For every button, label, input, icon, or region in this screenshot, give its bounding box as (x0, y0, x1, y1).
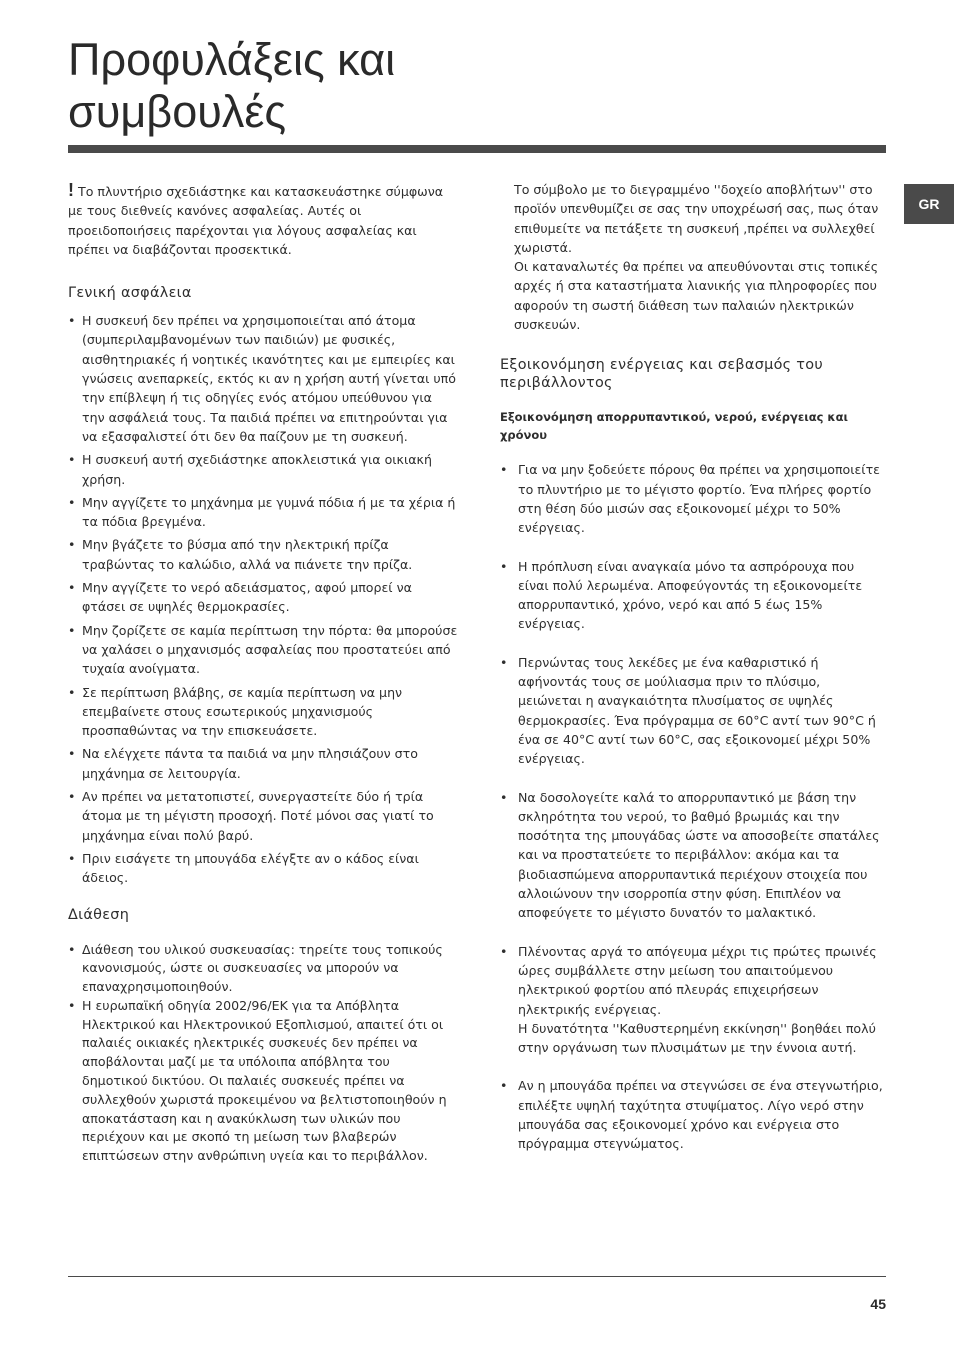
energy-subheading: Εξοικονόμηση απορρυπαντικού, νερού, ενέργειας και χρόνου (500, 410, 848, 443)
list-item: • Διάθεση του υλικού συσκευασίας: τηρείτε τους τοπικούς κανονισμούς, ώστε οι συσκευασίες να μπορούν να επαναχρησιμοποιηθούν. (68, 941, 443, 995)
list-item: • Αν πρέπει να μετατοπιστεί, συνεργαστείτε δύο ή τρία άτομα με τη μέγιστη προσοχή. Ποτέ μόνοι σας γιατί το μηχάνημα είναι πολύ βαρύ. (68, 789, 434, 843)
list-item: • Η ευρωπαϊκή οδηγία 2002/96/EK για τα Απόβλητα Ηλεκτρικού και Ηλεκτρονικού Εξοπλισμού, απαιτεί ότι οι παλαιές οικιακές ηλεκτρικές συσκευές δεν πρέπει να αποβάλονται μαζί με τα υπόλοιπα απόβλητα του δημοτικού δικτύου. Οι παλαιές συσκευές πρέπει να συλλεχθούν χωριστά προκειμένου να βελτιστοποιηθούν η αποκατάσταση και η ανακύκλωση των υλικών που περιέχουν και με σκοπό τη μείωση των βλαβερών επιπτώσεων στην ανθρώπινη υγεία και το περιβάλλον. (68, 997, 447, 1164)
general-safety-heading: Γενική ασφάλεια (68, 285, 192, 302)
language-tab-label: GR (918, 196, 940, 212)
language-tab (904, 184, 954, 224)
list-item: • Αν η μπουγάδα πρέπει να στεγνώσει σε ένα στεγνωτήριο, επιλέξτε υψηλή ταχύτητα στυψίματος. Λίγο νερό στην μπουγάδα σας εξοικονομεί χρόνο και ενέργεια στο πρόγραμμα στεγνώματος. (500, 1078, 883, 1152)
disposal-heading: Διάθεση (68, 906, 130, 923)
list-item: • Η πρόπλυση είναι αναγκαία μόνο τα ασπρόρουχα που είναι πολύ λερωμένα. Αποφεύγοντάς τη εξοικονομείτε απορρυπαντικό, χρόνο, νερό και από 5 έως 15% ενέργειας. (500, 558, 863, 632)
list-item: • Μην αγγίζετε το νερό αδειάσματος, αφού μπορεί να φτάσει σε υψηλές θερμοκρασίες. (68, 580, 412, 615)
footer-divider (68, 1276, 886, 1277)
disposal-list (68, 941, 458, 1167)
disposal-symbol-text: Το σύμβολο με το διεγραμμένο ''δοχείο αποβλήτων'' στο προϊόν υπενθυμίζει σε σας την υποχρέωσή σας, πως όταν επιθυμείτε να πετάξετε τη συσκευή ,πρέπει να συλλεχθεί χωριστά. (514, 182, 879, 255)
list-item: • Η συσκευή αυτή σχεδιάστηκε αποκλειστικά για οικιακή χρήση. (68, 452, 432, 487)
list-item: • Να ελέγχετε πάντα τα παιδιά να μην πλησιάζουν στο μηχάνημα σε λειτουργία. (68, 746, 418, 781)
intro-warning (68, 181, 458, 259)
list-item: • Μην ζορίζετε σε καμία περίπτωση την πόρτα: θα μπορούσε να χαλάσει ο μηχανισμός ασφαλείας που προστατεύει από τυχαία ανοίγματα. (68, 622, 458, 677)
delayed-start-note: Η δυνατότητα ''Καθυστερημένη εκκίνηση'' βοηθάει πολύ στην οργάνωση των πλυσιμάτων με την έννοια αυτή. (518, 1020, 876, 1056)
left-column (68, 181, 458, 1166)
right-column (500, 180, 886, 1154)
disposal-consumer-text: Οι καταναλωτές θα πρέπει να απευθύνονται στις τοπικές αρχές ή στα καταστήματα λιανικής για πληροφορίες που αφορούν τη σωστή διάθεση των παλαιών ηλεκτρικών συσκευών. (514, 259, 879, 333)
list-item: • Για να μην ξοδεύετε πόρους θα πρέπει να χρησιμοποιείτε το πλυντήριο με το μέγιστο φορτίο. Ένα πλήρες φορτίο στη θέση δύο μισών σας εξοικονομεί μέχρι το 50% ενέργειας. (500, 462, 880, 536)
intro-text: Το πλυντήριο σχεδιάστηκε και κατασκευάστηκε σύμφωνα με τους διεθνείς κανόνες ασφαλείας. Αυτές οι προειδοποιήσεις παρέχονται για λόγους ασφαλείας και πρέπει να διαβάζονται προσεκτικά. (68, 184, 444, 257)
page-title (68, 34, 668, 138)
list-item: • Σε περίπτωση βλάβης, σε καμία περίπτωση να μην επεμβαίνετε στους εσωτερικούς μηχανισμούς προσπαθώντας να την επισκευάσετε. (68, 684, 403, 739)
title-divider (68, 145, 886, 153)
general-safety-list (68, 311, 458, 887)
page-title-line-2: συμβουλές (68, 86, 287, 137)
list-item: • Περνώντας τους λεκέδες με ένα καθαριστικό ή αφήνοντάς τους σε μούλιασμα πριν το πλύσιμο, μειώνεται η αναγκαιότητα πλυσίματος σε υψηλές θερμοκρασίες. Ένα πρόγραμμα σε 60°C αντί των 90°C ή ένα σε 40°C αντί των 60°C, σας εξοικονομεί μέχρι 50% ενέργειας. (500, 654, 876, 767)
energy-list (500, 460, 886, 1153)
list-item: • Μην βγάζετε το βύσμα από την ηλεκτρική πρίζα τραβώντας το καλώδιο, αλλά να πιάνετε την πρίζα. (68, 537, 413, 572)
list-item: • Μην αγγίζετε το μηχάνημα με γυμνά πόδια ή με τα χέρια ή τα πόδια βρεγμένα. (68, 494, 456, 530)
page-title-line-1: Προφυλάξεις και (68, 34, 396, 85)
list-item: • Να δοσολογείτε καλά το απορρυπαντικό με βάση την σκληρότητα του νερού, το βαθμό βρωμιάς και την ποσότητα της μπουγάδας ώστε να αποσοβείτε σπατάλες και να προστατεύετε το περιβάλλον: ακόμα και τα βιοδιασπώμενα απορρυπαντικά περιέχουν στοιχεία που αλλοιώνουν την ισορροπία στην φύση. Επιπλέον να αποφεύγετε το μέγιστο δυνατόν το μαλακτικό. (500, 789, 880, 921)
list-item: • Η συσκευή δεν πρέπει να χρησιμοποιείται από άτομα (συμπεριλαμβανομένων των παιδιών) με φυσικές, αισθητηριακές ή νοητικές ικανότητες και με εμπειρίες και γνώσεις ανεπαρκείς, εκτός κι αν η χρήση αυτή γίνεται υπό την επίβλεψη ή τις οδηγίες ενός ατόμου υπεύθυνου για την ασφάλειά τους. Τα παιδιά πρέπει να επιτηρούνται για να εξασφαλιστεί ότι δεν θα παίζουν με τη συσκευή. (68, 313, 456, 444)
energy-heading: Εξοικονόμηση ενέργειας και σεβασμός του περιβάλλοντος (500, 357, 823, 392)
list-item: • Πλένοντας αργά το απόγευμα μέχρι τις πρώτες πρωινές ώρες συμβάλλετε στην μείωση του απαιτούμενου ηλεκτρικού φορτίου από πλευράς επιχειρήσεων ηλεκτρικής ενέργειας. Η δυνατότητα ''Καθυστερημένη εκκίνηση'' βοηθάει πολύ στην οργάνωση των πλυσιμάτων με την έννοια αυτή. (500, 943, 877, 1056)
page-number: 45 (870, 1296, 886, 1312)
list-item: • Πριν εισάγετε τη μπουγάδα ελέγξτε αν ο κάδος είναι άδειος. (68, 850, 419, 886)
warning-icon: ! (68, 180, 74, 200)
